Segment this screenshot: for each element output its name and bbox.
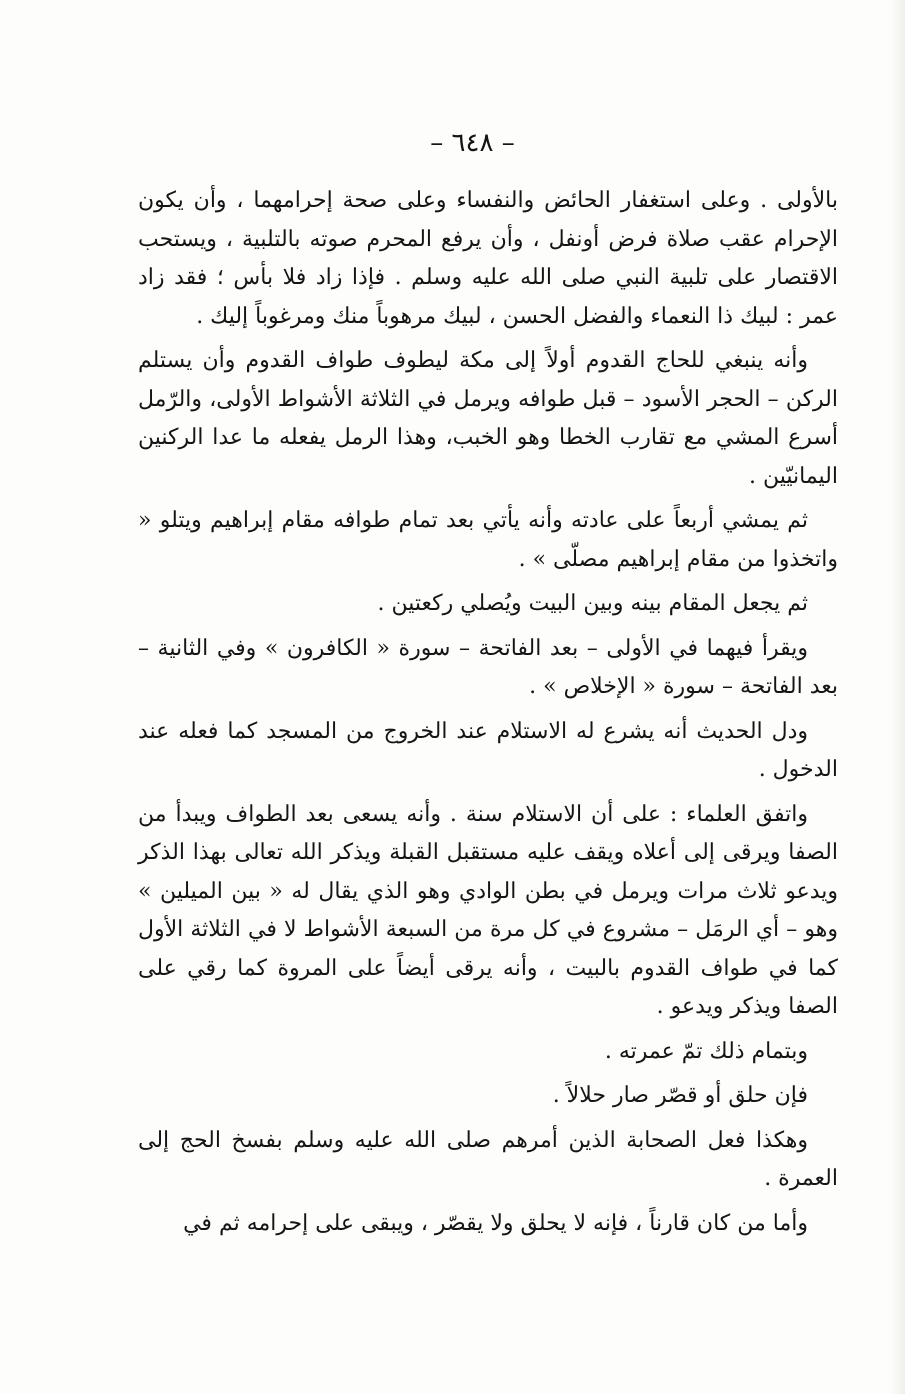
page-number: – ٦٤٨ –: [430, 128, 515, 158]
paragraph-3: ثم يمشي أربعاً على عادته وأنه يأتي بعد تمام طوافه مقام إبراهيم ويتلو « واتخذوا من مقام إبراهيم مصلّى » .: [138, 508, 838, 572]
body-text: [138, 182, 838, 1249]
paragraph-8: وبتمام ذلك تمّ عمرته .: [604, 1038, 808, 1064]
paragraph-2: وأنه ينبغي للحاج القدوم أولاً إلى مكة ليطوف طواف القدوم وأن يستلم الركن – الحجر الأسود – قبل طوافه ويرمل في الثلاثة الأشواط الأولى، والرّمل أسرع المشي مع تقارب الخطا وهو الخبب، وهذا الرمل يفعله ما عدا الركنين اليمانيّين .: [138, 348, 838, 489]
page-edge-shadow: [891, 0, 905, 1394]
paragraph-4: ثم يجعل المقام بينه وبين البيت ويُصلي ركعتين .: [377, 591, 808, 616]
paragraph-7: واتفق العلماء : على أن الاستلام سنة . وأنه يسعى بعد الطواف ويبدأ من الصفا ويرقى إلى أعلاه ويقف عليه مستقبل القبلة ويذكر الله تعالى بهذا الذكر ويدعو ثلاث مرات ويرمل في بطن الوادي وهو الذي يقال له « بين الميلين » وهو – أي الرمَل – مشروع في كل مرة من السبعة الأشواط لا في الثلاثة الأول كما في طواف القدوم بالبيت ، وأنه يرقى أيضاً على المروة كما رقي على الصفا ويذكر ويدعو .: [138, 801, 838, 1019]
paragraph-9: فإن حلق أو قصّر صار حلالاً .: [552, 1083, 808, 1108]
paragraph-11: وأما من كان قارناً ، فإنه لا يحلق ولا يقصّر ، ويبقى على إحرامه ثم في: [183, 1210, 808, 1236]
paragraph-1: بالأولى . وعلى استغفار الحائض والنفساء وعلى صحة إحرامهما ، وأن يكون الإحرام عقب صلاة فرض أونفل ، وأن يرفع المحرم صوته بالتلبية ، ويستحب الاقتصار على تلبية النبي صلى الله عليه وسلم . فإذا زاد فلا بأس ؛ فقد زاد عمر : لبيك ذا النعماء والفضل الحسن ، لبيك مرهوباً منك ومرغوباً إليك .: [138, 188, 838, 329]
paragraph-5: ويقرأ فيهما في الأولى – بعد الفاتحة – سورة « الكافرون » وفي الثانية – بعد الفاتحة – سورة « الإخلاص » .: [138, 635, 838, 699]
paragraph-10: وهكذا فعل الصحابة الذين أمرهم صلى الله عليه وسلم بفسخ الحج إلى العمرة .: [138, 1127, 838, 1191]
paragraph-6: ودل الحديث أنه يشرع له الاستلام عند الخروج من المسجد كما فعله عند الدخول .: [138, 718, 838, 782]
